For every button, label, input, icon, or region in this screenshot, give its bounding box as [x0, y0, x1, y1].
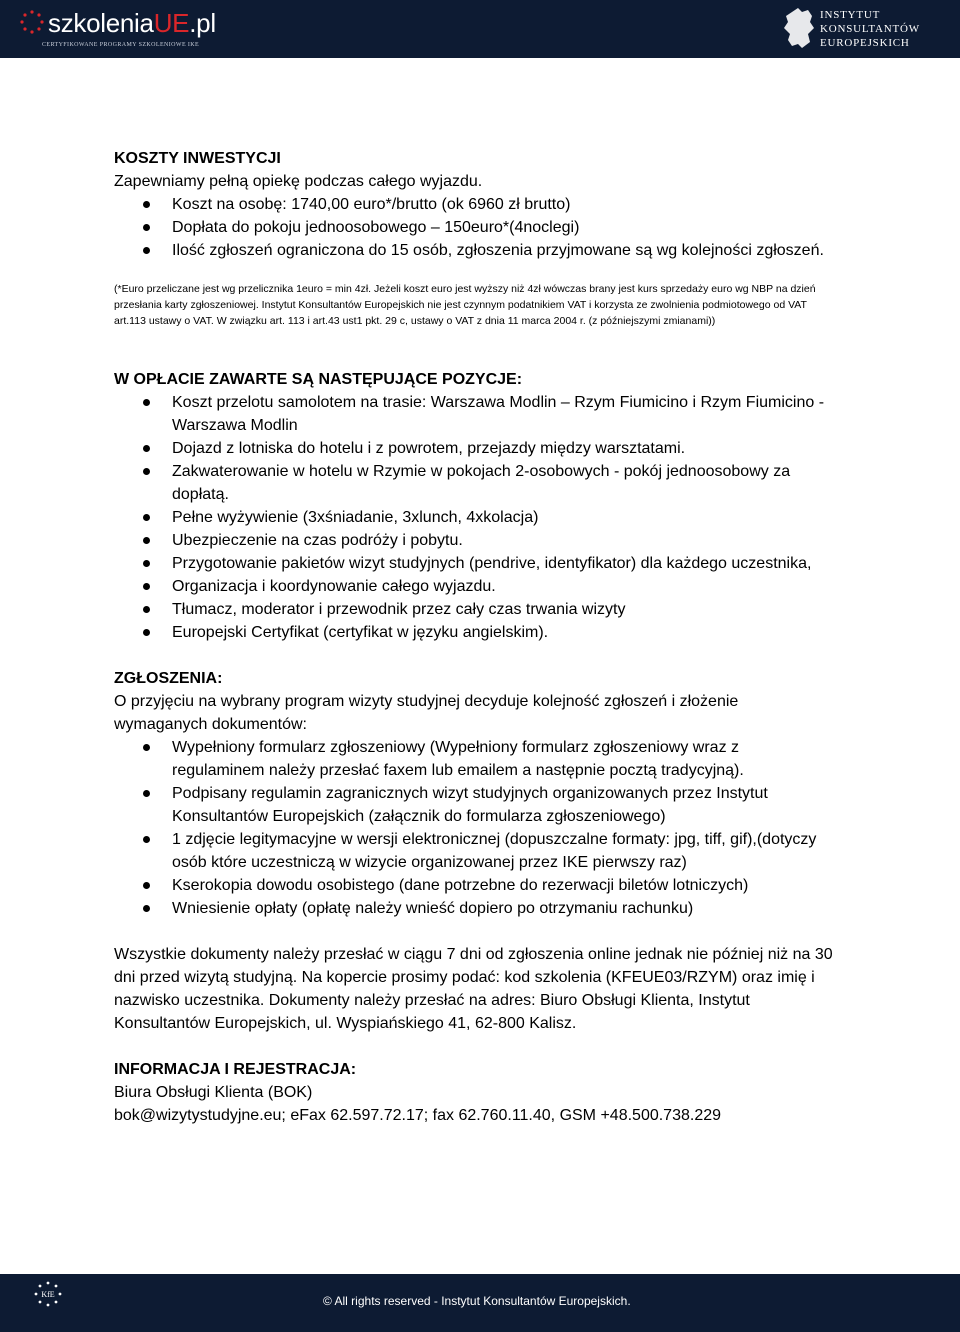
copyright-text: © All rights reserved - Instytut Konsultantów Europejskich.: [323, 1294, 631, 1308]
stars-emblem-icon: [18, 8, 46, 44]
included-heading: W OPŁACIE ZAWARTE SĄ NASTĘPUJĄCE POZYCJE:: [114, 371, 523, 388]
list-item: Koszt przelotu samolotem na trasie: Warszawa Modlin – Rzym Fiumicino i Rzym Fiumicino - Warszawa Modlin: [143, 391, 834, 437]
document-body: [114, 148, 834, 1127]
footer-banner: [0, 1274, 960, 1332]
costs-list: [143, 193, 834, 262]
list-item: Organizacja i koordynowanie całego wyjazdu.: [143, 575, 834, 598]
costs-intro: Zapewniamy pełną opiekę podczas całego wyjazdu.: [114, 173, 483, 190]
applications-heading: ZGŁOSZENIA:: [114, 670, 223, 687]
list-item: Europejski Certyfikat (certyfikat w języku angielskim).: [143, 621, 834, 644]
szkoleniaue-logo[interactable]: [18, 4, 216, 54]
brand-tagline: CERTYFIKOWANE PROGRAMY SZKOLENIOWE IKE: [42, 42, 200, 48]
kfe-logo-text: KfE: [41, 1290, 55, 1299]
ike-logo[interactable]: [782, 6, 932, 52]
included-list: [143, 391, 834, 644]
list-item: Dojazd z lotniska do hotelu i z powrotem, przejazdy między warsztatami.: [143, 437, 834, 460]
list-item: Przygotowanie pakietów wizyt studyjnych (pendrive, identyfikator) dla każdego uczestnika,: [143, 552, 834, 575]
brand-name: szkoleniaUE.pl: [48, 8, 216, 38]
list-item: Dopłata do pokoju jednoosobowego – 150euro*(4noclegi): [143, 216, 834, 239]
list-item: 1 zdjęcie legitymacyjne w wersji elektronicznej (dopuszczalne formaty: jpg, tiff, gif),(dotyczy osób które uczestniczą w wizycie organizowanej przez IKE pierwszy raz): [143, 828, 834, 874]
europe-map-icon: [782, 6, 816, 52]
applications-list: [143, 736, 834, 920]
list-item: Wypełniony formularz zgłoszeniowy (Wypełniony formularz zgłoszeniowy wraz z regulaminem należy przesłać faxem lub emailem a następnie pocztą tradycyjną).: [143, 736, 834, 782]
euro-footnote: (*Euro przeliczane jest wg przelicznika 1euro = min 4zł. Jeżeli koszt euro jest wyższy niż 4zł wówczas brany jest kurs sprzedaży euro wg NBP na dzień przesłania karty zgłoszeniowej. Instytut Konsultantów Europejskich nie jest czynnym podatnikiem VAT i korzysta ze zwolnienia podmiotowego od VAT art.113 ustawy o VAT. W związku art. 113 i art.43 ust1 pkt. 29 c, ustawy o VAT z dnia 11 marca 2004 r. (z późniejszymi zmianami)): [114, 283, 816, 327]
list-item: Pełne wyżywienie (3xśniadanie, 3xlunch, 4xkolacja): [143, 506, 834, 529]
list-item: Ubezpieczenie na czas podróży i pobytu.: [143, 529, 834, 552]
contact-details[interactable]: bok@wizytystudyjne.eu; eFax 62.597.72.17; fax 62.760.11.40, GSM +48.500.738.229: [114, 1107, 722, 1124]
institute-name: INSTYTUT KONSULTANTÓW EUROPEJSKICH: [820, 9, 920, 49]
list-item: Zakwaterowanie w hotelu w Rzymie w pokojach 2-osobowych - pokój jednoosobowy za dopłatą.: [143, 460, 834, 506]
list-item: Tłumacz, moderator i przewodnik przez cały czas trwania wizyty: [143, 598, 834, 621]
applications-intro: O przyjęciu na wybrany program wizyty studyjnej decyduje kolejność zgłoszeń i złożenie wymaganych dokumentów:: [114, 693, 739, 733]
list-item: Podpisany regulamin zagranicznych wizyt studyjnych organizowanych przez Instytut Konsultantów Europejskich (załącznik do formularza zgłoszeniowego): [143, 782, 834, 828]
header-banner: [0, 0, 960, 58]
costs-heading: KOSZTY INWESTYCJI: [114, 150, 281, 167]
contact-heading: INFORMACJA I REJESTRACJA:: [114, 1061, 357, 1078]
list-item: Ilość zgłoszeń ograniczona do 15 osób, zgłoszenia przyjmowane są wg kolejności zgłoszeń.: [143, 239, 834, 262]
list-item: Koszt na osobę: 1740,00 euro*/brutto (ok 6960 zł brutto): [143, 193, 834, 216]
contact-office: Biura Obsługi Klienta (BOK): [114, 1084, 313, 1101]
list-item: Wniesienie opłaty (opłatę należy wnieść dopiero po otrzymaniu rachunku): [143, 897, 834, 920]
list-item: Kserokopia dowodu osobistego (dane potrzebne do rezerwacji biletów lotniczych): [143, 874, 834, 897]
documents-instructions: Wszystkie dokumenty należy przesłać w ciągu 7 dni od zgłoszenia online jednak nie później niż na 30 dni przed wizytą studyjną. Na kopercie prosimy podać: kod szkolenia (KFEUE03/RZYM) oraz imię i nazwisko uczestnika. Dokumenty należy przesłać na adres: Biuro Obsługi Klienta, Instytut Konsultantów Europejskich, ul. Wyspiańskiego 41, 62-800 Kalisz.: [114, 946, 833, 1032]
kfe-logo-icon: [30, 1278, 66, 1328]
